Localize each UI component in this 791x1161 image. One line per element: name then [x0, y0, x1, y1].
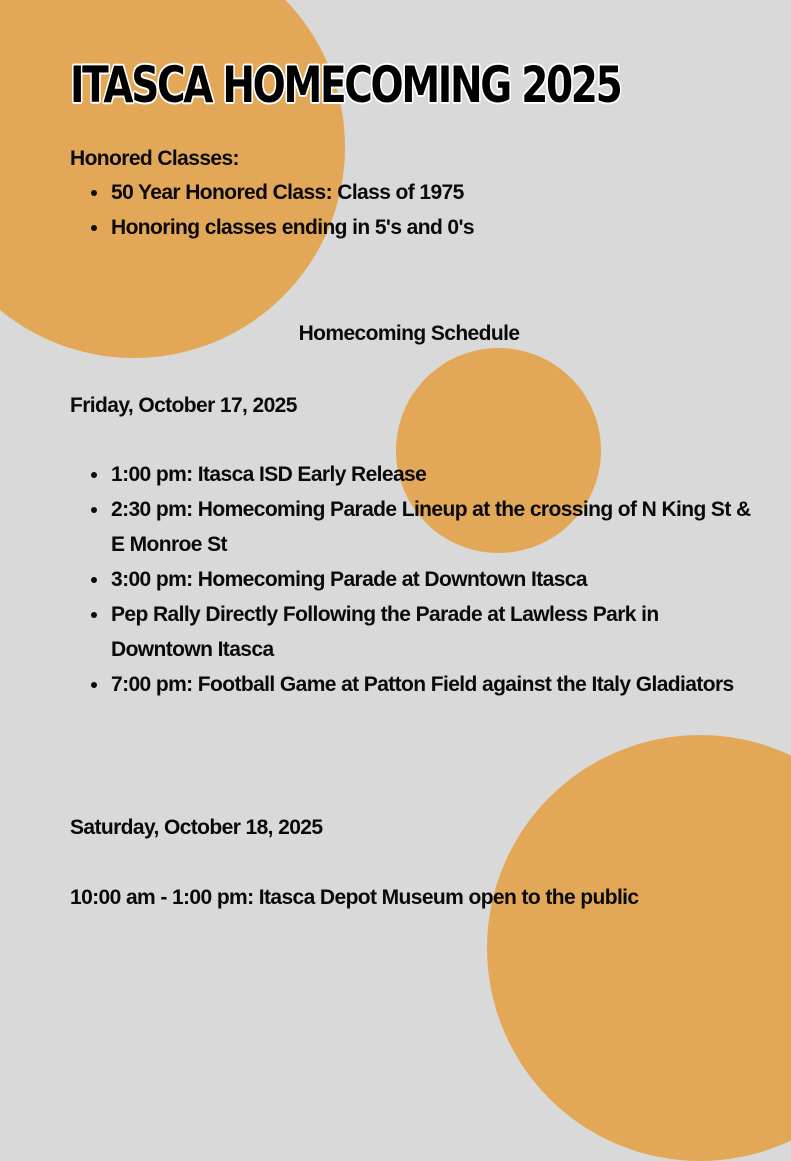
list-item: 7:00 pm: Football Game at Patton Field against the Italy Gladiators — [70, 667, 760, 702]
honored-classes-heading: Honored Classes: — [70, 147, 239, 170]
list-item: 2:30 pm: Homecoming Parade Lineup at the crossing of N King St & E Monroe St — [70, 492, 760, 562]
list-item: Pep Rally Directly Following the Parade at Lawless Park in Downtown Itasca — [70, 597, 760, 667]
list-item: 3:00 pm: Homecoming Parade at Downtown Itasca — [70, 562, 760, 597]
saturday-date-heading: Saturday, October 18, 2025 — [70, 816, 323, 839]
schedule-title: Homecoming Schedule — [298, 322, 520, 345]
saturday-event: 10:00 am - 1:00 pm: Itasca Depot Museum open to the public — [70, 886, 639, 909]
page-title: ITASCA HOMECOMING 2025 — [70, 56, 621, 114]
honored-classes-list — [70, 175, 750, 245]
list-item: 1:00 pm: Itasca ISD Early Release — [70, 457, 760, 492]
friday-events-list — [70, 457, 760, 702]
list-item: 50 Year Honored Class: Class of 1975 — [70, 175, 750, 210]
list-item: Honoring classes ending in 5's and 0's — [70, 210, 750, 245]
friday-date-heading: Friday, October 17, 2025 — [70, 394, 297, 417]
